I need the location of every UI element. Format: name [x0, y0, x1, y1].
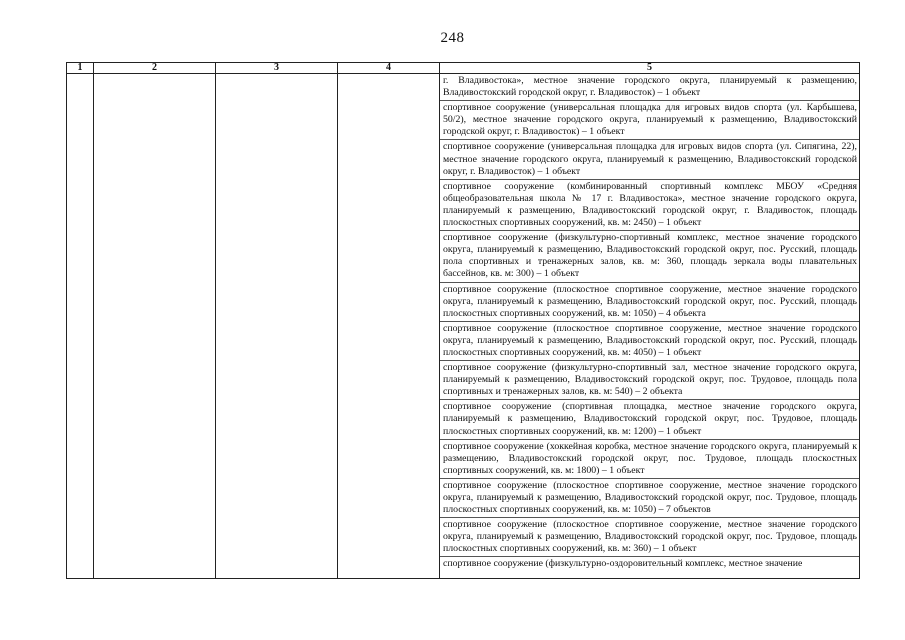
entry-list: [440, 74, 859, 578]
list-item: г. Владивостока», местное значение городского округа, планируемый к размещению, Владивостокский городской округ, г. Владивосток) – 1 объект: [440, 74, 859, 101]
list-item: спортивное сооружение (комбинированный спортивный комплекс МБОУ «Средняя общеобразовательная школа № 17 г. Владивостока», местное значение городского округа, планируемый к размещению, Владивостокский городской округ, г. Владивосток, площадь плоскостных спортивных сооружений, кв. м: 2450) – 1 объект: [440, 180, 859, 231]
list-item: спортивное сооружение (плоскостное спортивное сооружение, местное значение городского округа, планируемый к размещению, Владивостокский городской округ, пос. Трудовое, площадь плоскостных спортивных сооружений, кв. м: 1050) – 7 объектов: [440, 479, 859, 518]
column-5-cell: [440, 74, 860, 579]
column-3-cell: [216, 74, 338, 579]
column-header-3: 3: [216, 63, 338, 74]
list-item: спортивное сооружение (плоскостное спортивное сооружение, местное значение городского округа, планируемый к размещению, Владивостокский городской округ, пос. Русский, площадь плоскостных спортивных сооружений, кв. м: 4050) – 1 объект: [440, 322, 859, 361]
list-item: спортивное сооружение (спортивная площадка, местное значение городского округа, планируемый к размещению, Владивостокский городской округ, пос. Трудовое, площадь плоскостных спортивных сооружений, кв. м: 1200) – 1 объект: [440, 400, 859, 439]
page-number: 248: [440, 30, 465, 46]
list-item: спортивное сооружение (универсальная площадка для игровых видов спорта (ул. Сипягина, 22), местное значение городского округа, планируемый к размещению, Владивостокский городской округ, г. Владивосток) – 1 объект: [440, 140, 859, 179]
document-table: [66, 62, 860, 579]
list-item: спортивное сооружение (физкультурно-спортивный зал, местное значение городского округа, планируемый к размещению, Владивостокский городской округ, пос. Трудовое, площадь пола спортивных и тренажерных залов, кв. м: 540) – 2 объекта: [440, 361, 859, 400]
column-header-1: 1: [67, 63, 94, 74]
list-item: спортивное сооружение (хоккейная коробка, местное значение городского округа, планируемый к размещению, Владивостокский городской округ, пос. Трудовое, площадь плоскостных спортивных сооружений, кв. м: 1800) – 1 объект: [440, 440, 859, 479]
list-item: спортивное сооружение (физкультурно-спортивный комплекс, местное значение городского округа, планируемый к размещению, Владивостокский городской округ, пос. Русский, площадь пола спортивных и тренажерных залов, кв. м: 360, площадь зеркала воды плавательных бассейнов, кв. м: 300) – 1 объект: [440, 231, 859, 282]
column-header-4: 4: [338, 63, 440, 74]
column-4-cell: [338, 74, 440, 579]
column-header-2: 2: [94, 63, 216, 74]
column-1-cell: [67, 74, 94, 579]
table-header-row: [67, 63, 860, 74]
list-item: спортивное сооружение (плоскостное спортивное сооружение, местное значение городского округа, планируемый к размещению, Владивостокский городской округ, пос. Трудовое, площадь плоскостных спортивных сооружений, кв. м: 360) – 1 объект: [440, 518, 859, 557]
list-item: спортивное сооружение (физкультурно-оздоровительный комплекс, местное значение: [443, 558, 803, 570]
list-item: спортивное сооружение (плоскостное спортивное сооружение, местное значение городского округа, планируемый к размещению, Владивостокский городской округ, пос. Русский, площадь плоскостных спортивных сооружений, кв. м: 1050) – 4 объекта: [440, 283, 859, 322]
column-header-5: 5: [440, 63, 860, 74]
column-2-cell: [94, 74, 216, 579]
table-row: [67, 74, 860, 579]
list-item: спортивное сооружение (универсальная площадка для игровых видов спорта (ул. Карбышева, 50/2), местное значение городского округа, планируемый к размещению, Владивостокский городской округ, г. Владивосток) – 1 объект: [440, 101, 859, 140]
